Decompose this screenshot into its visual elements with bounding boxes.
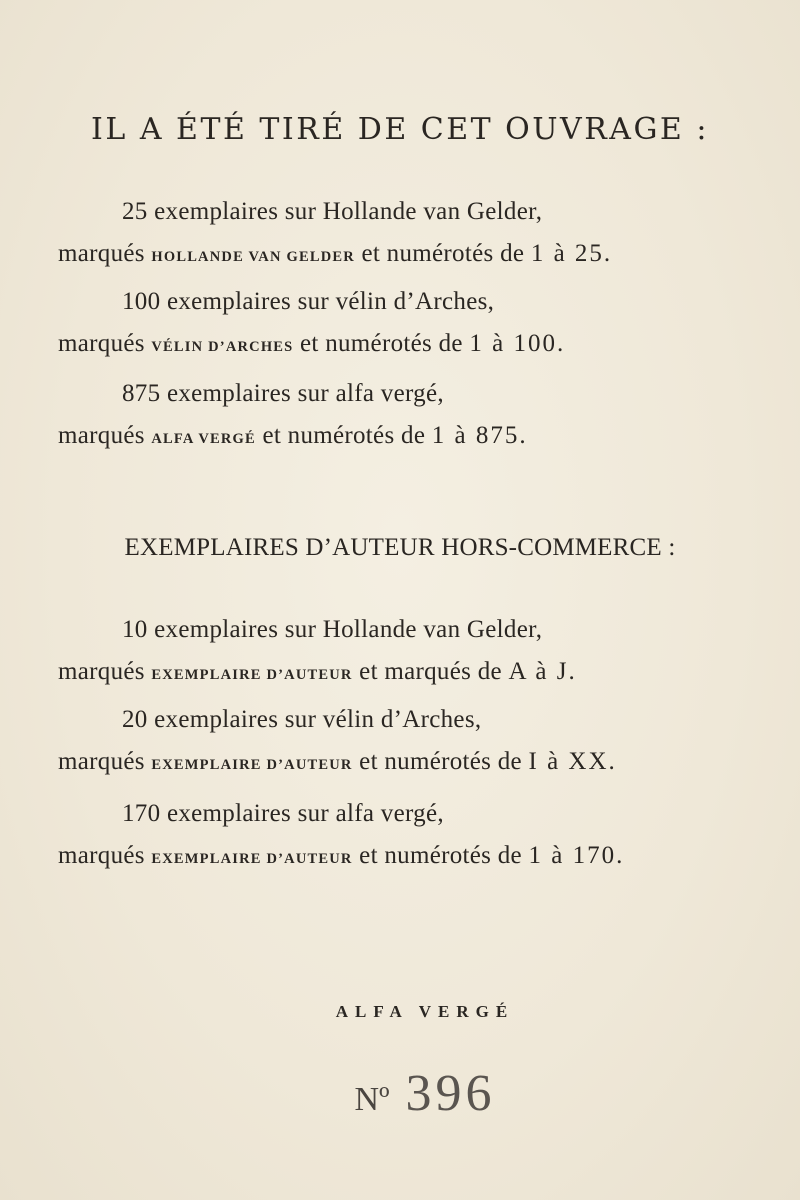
marking-prefix: marqués	[58, 330, 145, 357]
marking-label: EXEMPLAIRE D’AUTEUR	[151, 851, 353, 867]
numbering-range: 1 à 170.	[528, 842, 625, 869]
marking-suffix: et marqués de	[359, 658, 502, 685]
numbering-range: A à J.	[508, 658, 577, 685]
author-copies-line-2: 20 exemplaires sur vélin d’Arches,	[122, 706, 482, 733]
marking-suffix: et numérotés de	[300, 330, 463, 357]
print-run-line-2: 100 exemplaires sur vélin d’Arches,	[122, 288, 495, 315]
marking-suffix: et numérotés de	[361, 240, 525, 267]
print-run-heading: IL A ÉTÉ TIRÉ DE CET OUVRAGE :	[91, 112, 709, 147]
copy-number-value: 396	[405, 1065, 496, 1122]
marking-label: ALFA VERGÉ	[151, 431, 256, 447]
marking-prefix: marqués	[58, 422, 145, 449]
author-copies-marking-3	[58, 842, 624, 870]
marking-prefix: marqués	[58, 842, 145, 869]
numbering-range: 1 à 25.	[530, 240, 613, 267]
print-run-line-1: 25 exemplaires sur Hollande van Gelder,	[122, 198, 543, 225]
marking-prefix: marqués	[58, 240, 145, 267]
print-run-marking-3	[58, 422, 528, 450]
marking-prefix: marqués	[58, 748, 145, 775]
copy-number-prefix: Nº	[354, 1081, 390, 1118]
numbering-range: I à XX.	[528, 748, 617, 775]
marking-prefix: marqués	[58, 658, 145, 685]
marking-label: VÉLIN D’ARCHES	[151, 339, 294, 355]
copy-number	[0, 1064, 800, 1123]
marking-suffix: et numérotés de	[359, 842, 522, 869]
marking-label: HOLLANDE VAN GELDER	[151, 249, 355, 265]
copy-paper-label: ALFA VERGÉ	[335, 1002, 515, 1021]
author-copies-marking-1	[58, 658, 577, 686]
marking-suffix: et numérotés de	[262, 422, 426, 449]
print-run-marking-1	[58, 240, 612, 268]
marking-suffix: et numérotés de	[359, 748, 522, 775]
numbering-range: 1 à 100.	[469, 330, 566, 357]
author-copies-line-3: 170 exemplaires sur alfa vergé,	[122, 800, 444, 827]
print-run-line-3: 875 exemplaires sur alfa vergé,	[122, 380, 444, 407]
numbering-range: 1 à 875.	[431, 422, 528, 449]
print-run-marking-2	[58, 330, 565, 358]
author-copies-marking-2	[58, 748, 617, 776]
author-copies-heading: EXEMPLAIRES D’AUTEUR HORS-COMMERCE :	[124, 534, 676, 561]
marking-label: EXEMPLAIRE D’AUTEUR	[151, 757, 353, 773]
marking-label: EXEMPLAIRE D’AUTEUR	[151, 667, 353, 683]
author-copies-line-1: 10 exemplaires sur Hollande van Gelder,	[122, 616, 543, 643]
